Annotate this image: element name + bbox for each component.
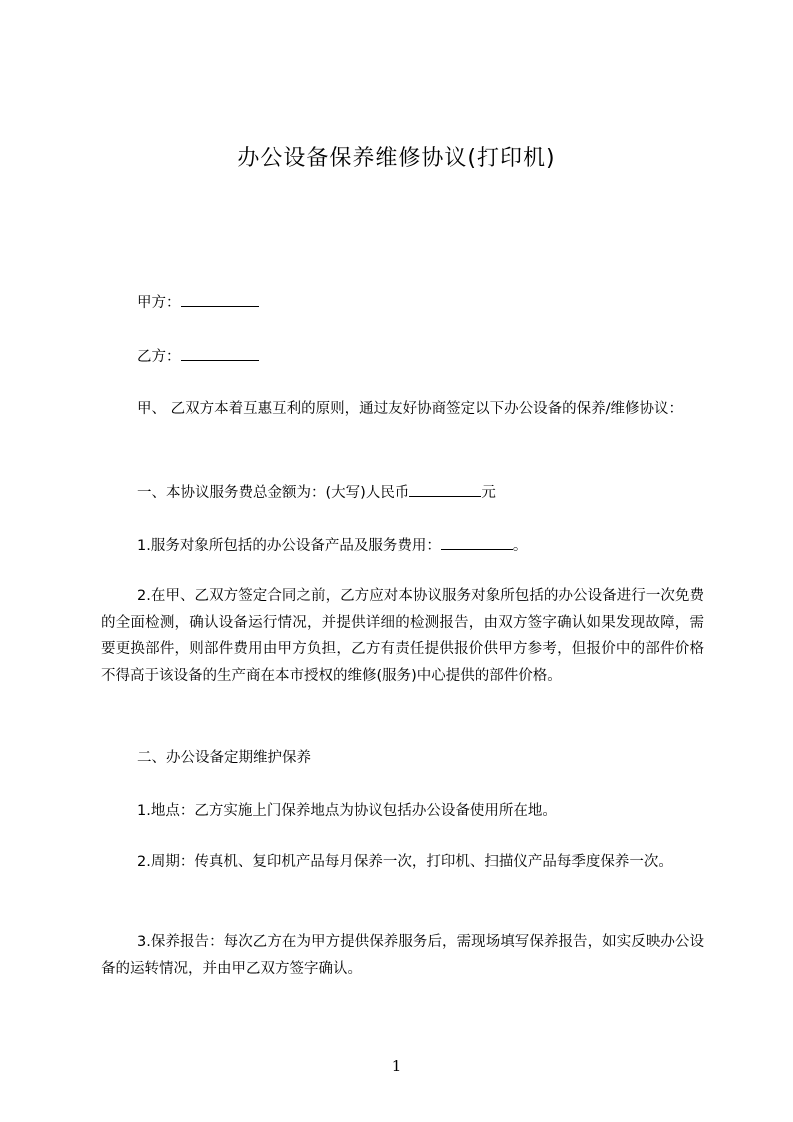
section1-heading-unit: 元	[481, 485, 496, 501]
party-b-blank	[181, 346, 259, 361]
party-a-label: 甲方：	[137, 295, 181, 311]
party-a-line	[137, 291, 259, 312]
document-title: 办公设备保养维修协议(打印机)	[237, 146, 556, 171]
page-number: 1	[391, 1057, 402, 1075]
section2-heading: 二、办公设备定期维护保养	[137, 750, 311, 766]
item-2-2-paragraph: 2.周期：传真机、复印机产品每月保养一次，打印机、扫描仪产品每季度保养一次。	[137, 854, 673, 870]
item-1-2-paragraph: 2.在甲、乙双方签定合同之前，乙方应对本协议服务对象所包括的办公设备进行一次免费的全面检测，确认设备运行情况，并提供详细的检测报告，由双方签字确认如果发现故障，需要更换部件，则部件费用由甲方负担，乙方有责任提供报价供甲方参考，但报价中的部件价格不得高于该设备的生产商在本市授权的维修(服务)中心提供的部件价格。	[101, 588, 704, 684]
intro-paragraph: 甲、 乙双方本着互惠互利的原则，通过友好协商签定以下办公设备的保养/维修协议：	[137, 401, 683, 417]
party-a-blank	[181, 292, 259, 307]
item-2-3-paragraph: 3.保养报告：每次乙方在为甲方提供保养服务后，需现场填写保养报告，如实反映办公设备的运转情况，并由甲乙双方签字确认。	[101, 934, 704, 977]
item-1-1-end: 。	[512, 538, 528, 554]
item-1-1	[137, 534, 527, 555]
item-1-1-text: 1.服务对象所包括的办公设备产品及服务费用：	[137, 538, 441, 554]
item-2-1: 1.地点：乙方实施上门保养地点为协议包括办公设备使用所在地。	[137, 803, 557, 819]
amount-blank	[409, 482, 481, 497]
party-b-label: 乙方：	[137, 349, 181, 365]
party-b-line	[137, 345, 259, 366]
section1-heading-text: 一、本协议服务费总金额为：(大写)人民币	[137, 485, 410, 501]
fee-blank	[441, 535, 513, 550]
section1-heading	[137, 481, 496, 502]
